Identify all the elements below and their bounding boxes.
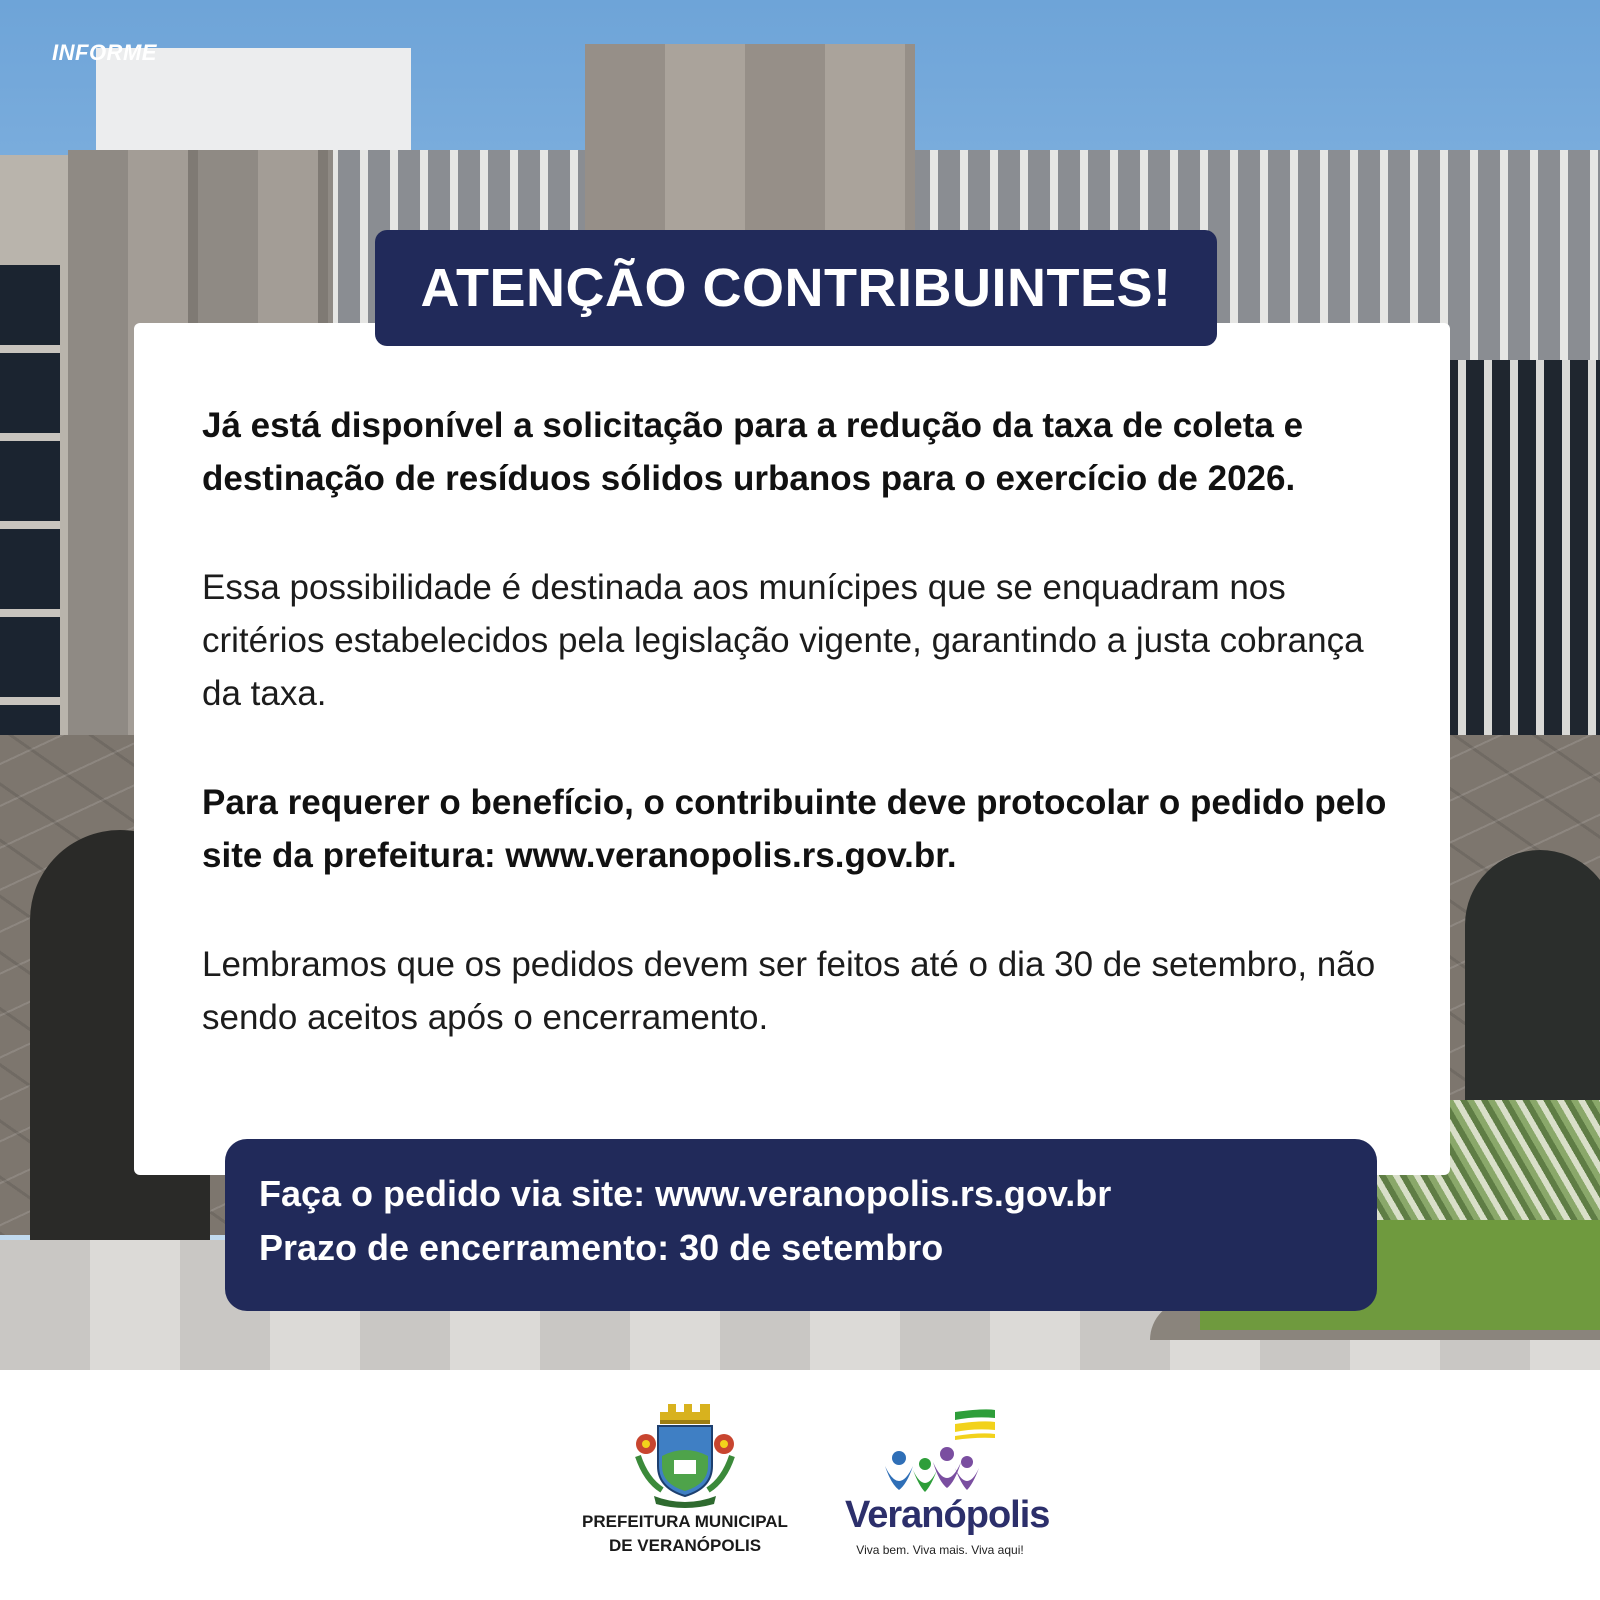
municipal-crest-icon — [630, 1400, 740, 1510]
brand-tagline: Viva bem. Viva mais. Viva aqui! — [856, 1543, 1024, 1557]
crest-caption — [560, 1510, 810, 1558]
info-box — [225, 1139, 1377, 1311]
crest-caption-line2: DE VERANÓPOLIS — [608, 1536, 762, 1555]
paragraph-deadline: Lembramos que os pedidos devem ser feitos até o dia 30 de setembro, não sendo aceitos após o encerramento. — [202, 945, 1376, 1037]
footer — [0, 1370, 1600, 1600]
title-banner — [375, 230, 1217, 346]
page-title: ATENÇÃO CONTRIBUINTES! — [420, 258, 1172, 318]
info-line-deadline: Prazo de encerramento: 30 de setembro — [259, 1227, 944, 1268]
announcement-card — [134, 323, 1450, 1175]
building-windows-right — [1440, 360, 1600, 780]
brand-name: Veranópolis — [845, 1494, 1050, 1536]
paragraph-availability: Já está disponível a solicitação para a redução da taxa de coleta e destinação de resíduos sólidos urbanos para o exercício de 2026. — [202, 406, 1304, 498]
arch-doorway-right — [1465, 850, 1600, 1130]
info-line-site: Faça o pedido via site: www.veranopolis.rs.gov.br — [259, 1173, 1112, 1214]
paragraph-eligibility: Essa possibilidade é destinada aos munícipes que se enquadram nos critérios estabelecidos pela legislação vigente, garantindo a justa cobrança da taxa. — [202, 568, 1364, 713]
building-windows — [0, 265, 60, 735]
paragraph-how-to-apply: Para requerer o benefício, o contribuinte deve protocolar o pedido pelo site da prefeitura: www.veranopolis.rs.gov.br. — [202, 783, 1387, 875]
card-body — [202, 399, 1402, 1100]
informe-tag: INFORME — [52, 40, 157, 65]
crest-caption-line1: PREFEITURA MUNICIPAL — [582, 1512, 788, 1531]
